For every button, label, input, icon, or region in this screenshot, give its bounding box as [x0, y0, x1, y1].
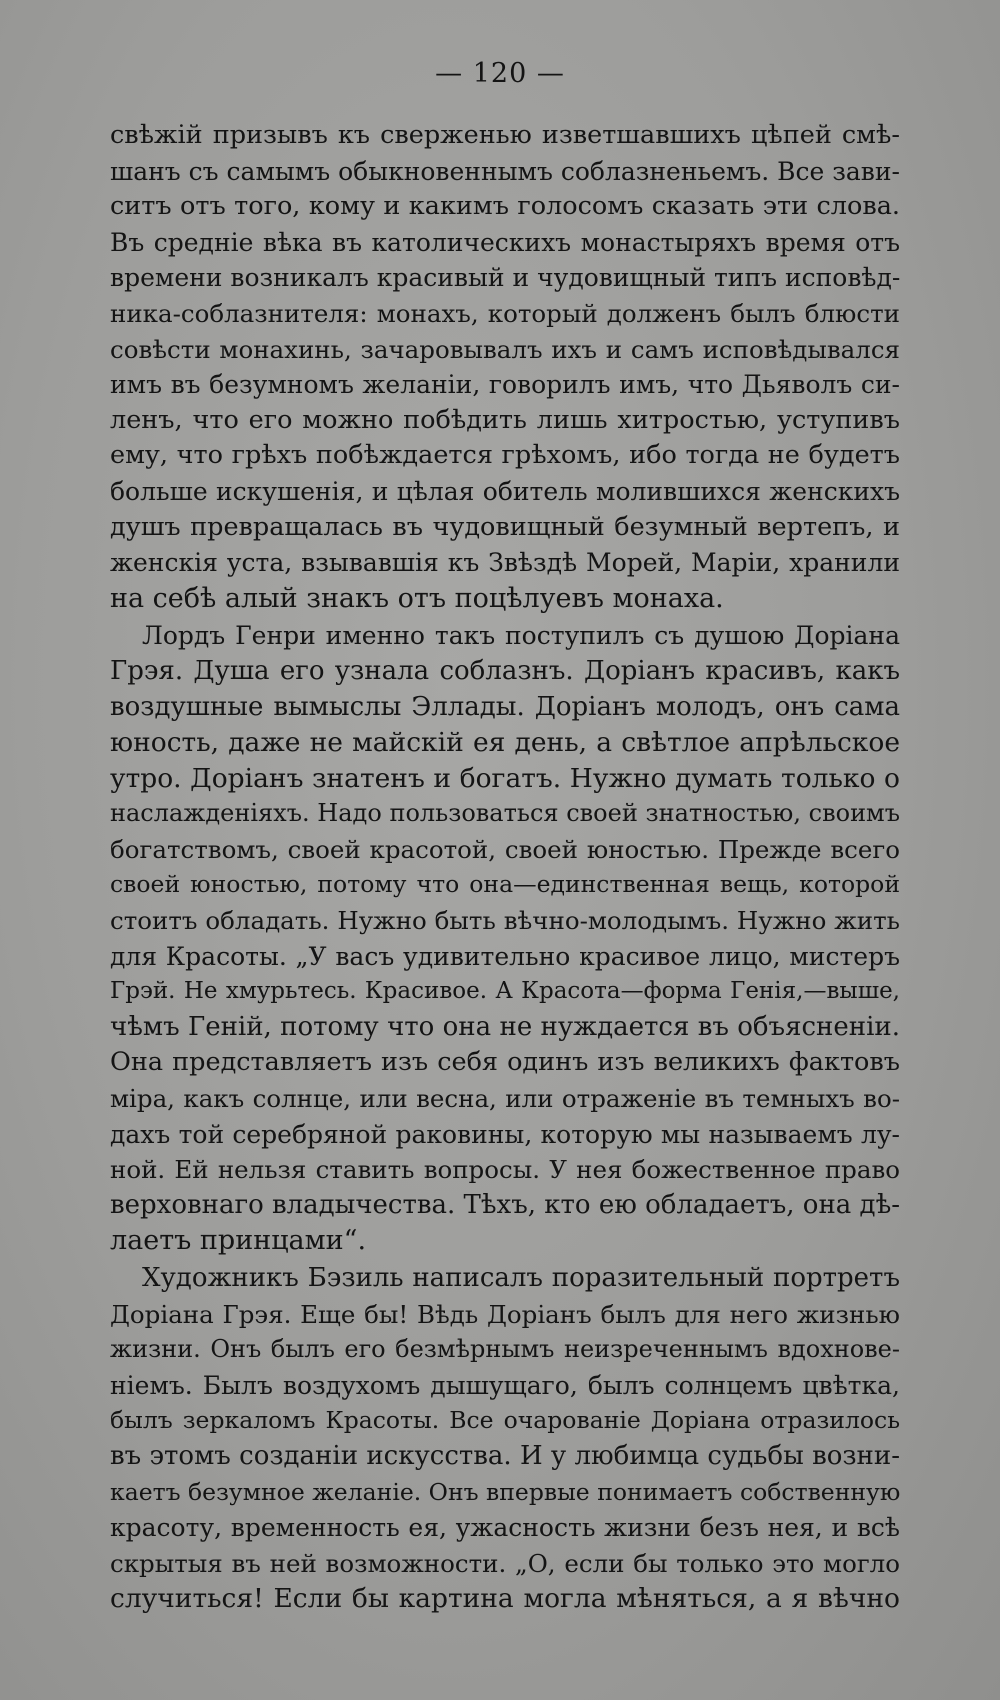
text-line: Лордъ Генри именно такъ поступилъ съ душою Доріана [142, 621, 900, 651]
text-line: жизни. Онъ былъ его безмѣрнымъ неизреченнымъ вдохнове- [110, 1335, 900, 1364]
text-line: времени возникалъ красивый и чудовищный типъ исповѣд- [110, 263, 901, 293]
text-line: стоитъ обладать. Нужно быть вѣчно-молодымъ. Нужно жить [110, 906, 900, 936]
text-line: душъ превращалась въ чудовищный безумный вертепъ, и [110, 511, 900, 542]
text-line: утро. Доріанъ знатенъ и богатъ. Нужно думать только о [110, 762, 900, 794]
text-line: воздушные вымыслы Эллады. Доріанъ молодъ, онъ сама [110, 691, 900, 722]
text-line: шанъ съ самымъ обыкновеннымъ соблазненьемъ. Все зави- [110, 156, 900, 186]
text-line: былъ зеркаломъ Красоты. Все очарованіе Доріана отразилось [110, 1406, 900, 1435]
paragraph [110, 118, 900, 616]
text-line: Грэй. Не хмурьтесь. Красивое. А Красота—форма Генія,—выше, [110, 978, 900, 1005]
text-line: своей юностью, потому что она—единственная вещь, которой [110, 870, 900, 899]
page-number: — 120 — [435, 58, 565, 89]
text-line: имъ въ безумномъ желаніи, говорилъ имъ, что Дьяволъ си- [110, 370, 900, 400]
paragraph [110, 618, 900, 1259]
text-line: дахъ той серебряной раковины, которую мы называемъ лу- [110, 1119, 900, 1149]
text-line: въ этомъ созданіи искусства. И у любимца судьбы возни- [110, 1440, 900, 1471]
text-line: совѣсти монахинь, зачаровывалъ ихъ и самъ исповѣдывался [110, 334, 900, 364]
text-line: чѣмъ Геній, потому что она не нуждается въ объясненіи. [110, 1011, 900, 1042]
text-line: лаетъ принцами“. [110, 1225, 367, 1257]
text-line: верховнаго владычества. Тѣхъ, кто ею обладаетъ, она дѣ- [110, 1189, 901, 1220]
text-line: для Красоты. „У васъ удивительно красивое лицо, мистеръ [110, 941, 900, 971]
text-line: каетъ безумное желаніе. Онъ впервые понимаетъ собственную [110, 1477, 901, 1506]
text-line: скрытыя въ ней возможности. „О, если бы только это могло [110, 1548, 900, 1578]
text-line: ной. Ей нельзя ставить вопросы. У нея божественное право [110, 1155, 900, 1185]
text-line: наслажденіяхъ. Надо пользоваться своей знатностью, своимъ [110, 799, 900, 828]
text-line: Она представляетъ изъ себя одинъ изъ великихъ фактовъ [110, 1047, 900, 1078]
text-line: красоту, временность ея, ужасность жизни безъ нея, и всѣ [110, 1513, 900, 1543]
text-line: случиться! Если бы картина могла мѣняться, а я вѣчно [110, 1583, 900, 1615]
text-line: юность, даже не майскій ея день, а свѣтлое апрѣльское [110, 727, 900, 759]
paragraph [110, 1261, 900, 1617]
text-line: на себѣ алый знакъ отъ поцѣлуевъ монаха. [110, 582, 724, 614]
text-line: ника-соблазнителя: монахъ, который долженъ былъ блюсти [110, 298, 900, 328]
text-line: міра, какъ солнце, или весна, или отраженіе въ темныхъ во- [110, 1084, 900, 1114]
body-text [110, 118, 900, 1617]
text-line: ніемъ. Былъ воздухомъ дышущаго, былъ солнцемъ цвѣтка, [110, 1370, 900, 1400]
text-line: богатствомъ, своей красотой, своей юностью. Прежде всего [110, 834, 900, 864]
text-line: Художникъ Бэзиль написалъ поразительный портретъ [142, 1263, 900, 1293]
text-line: больше искушенія, и цѣлая обитель молившихся женскихъ [110, 476, 900, 506]
text-line: Грэя. Душа его узнала соблазнъ. Доріанъ красивъ, какъ [110, 655, 900, 686]
text-line: Въ средніе вѣка въ католическихъ монастыряхъ время отъ [110, 227, 900, 257]
text-line: женскія уста, взывавшія къ Звѣздѣ Морей, Маріи, хранили [110, 548, 900, 578]
text-line: ему, что грѣхъ побѣждается грѣхомъ, ибо тогда не будетъ [110, 440, 900, 471]
text-line: свѣжій призывъ къ сверженью изветшавшихъ цѣпей смѣ- [110, 120, 900, 150]
text-line: ленъ, что его можно побѣдить лишь хитростью, уступивъ [110, 404, 900, 435]
text-line: Доріана Грэя. Еще бы! Вѣдь Доріанъ былъ для него жизнью [110, 1299, 900, 1329]
text-line: ситъ отъ того, кому и какимъ голосомъ сказать эти слова. [110, 191, 900, 222]
